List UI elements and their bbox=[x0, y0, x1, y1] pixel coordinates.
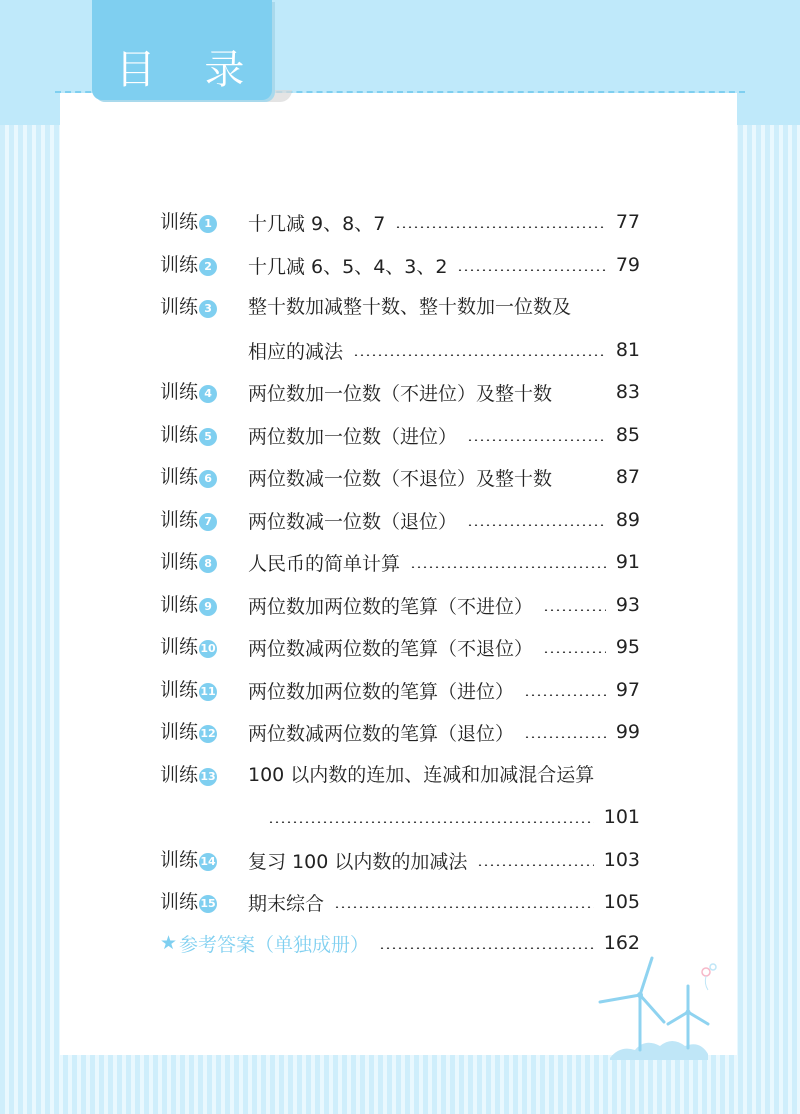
toc-page: 91 bbox=[615, 551, 640, 573]
leader-dots bbox=[395, 226, 606, 228]
toc-row[interactable] bbox=[0, 420, 800, 450]
toc-title: 复习 100 以内数的加减法 bbox=[248, 850, 468, 873]
number-badge: 15 bbox=[199, 895, 217, 913]
toc-row-continued[interactable] bbox=[0, 802, 800, 832]
page-title: 目 录 bbox=[115, 47, 263, 93]
toc-entry bbox=[248, 845, 640, 875]
number-badge: 4 bbox=[199, 385, 217, 403]
number-badge: 10 bbox=[199, 640, 217, 658]
toc-page: 93 bbox=[615, 594, 640, 616]
toc-prefix: 训练 10 bbox=[160, 636, 216, 658]
toc-page: 81 bbox=[615, 339, 640, 361]
toc-row[interactable] bbox=[0, 462, 800, 492]
toc-row[interactable] bbox=[0, 292, 800, 322]
toc-page: 95 bbox=[615, 636, 640, 658]
toc-page: 103 bbox=[603, 849, 640, 871]
toc-prefix: 训练 8 bbox=[160, 547, 217, 577]
number-badge: 14 bbox=[199, 853, 217, 871]
toc-page: 105 bbox=[603, 891, 640, 913]
toc-prefix: 训练 7 bbox=[160, 505, 217, 535]
toc-prefix: 训练 11 bbox=[160, 679, 216, 701]
toc-page: 87 bbox=[615, 466, 640, 488]
toc-row[interactable] bbox=[0, 887, 800, 917]
answers-title: 参考答案（单独成册） bbox=[179, 933, 370, 956]
toc-row[interactable] bbox=[0, 250, 800, 280]
toc-title: 两位数加两位数的笔算（不进位） bbox=[248, 595, 534, 618]
toc-title: 两位数减一位数（退位） bbox=[248, 510, 458, 533]
toc-entry bbox=[248, 335, 640, 365]
toc-page: 77 bbox=[615, 211, 640, 233]
toc-prefix: 训练 3 bbox=[160, 292, 217, 322]
number-badge: 7 bbox=[199, 513, 217, 531]
toc-prefix: 训练 5 bbox=[160, 420, 217, 450]
answers-row[interactable] bbox=[160, 928, 640, 958]
toc-prefix: 训练 13 bbox=[160, 764, 216, 786]
toc-row[interactable] bbox=[0, 377, 800, 407]
toc-row[interactable] bbox=[0, 505, 800, 535]
leader-dots bbox=[562, 481, 606, 483]
toc-row[interactable] bbox=[0, 632, 800, 662]
leader-dots bbox=[353, 354, 606, 356]
number-badge: 11 bbox=[199, 683, 217, 701]
toc-title: 十几减 6、5、4、3、2 bbox=[248, 255, 448, 278]
toc-entry bbox=[248, 802, 640, 832]
toc-prefix: 训练 9 bbox=[160, 590, 217, 620]
toc-title: 两位数加一位数（不进位）及整十数 bbox=[248, 382, 553, 405]
toc-entry bbox=[248, 887, 640, 917]
toc-title: 期末综合 bbox=[248, 892, 325, 915]
toc-row[interactable] bbox=[0, 207, 800, 237]
toc-entry bbox=[248, 250, 640, 280]
toc-entry bbox=[248, 420, 640, 450]
toc-entry bbox=[248, 590, 640, 620]
toc-entry bbox=[248, 462, 640, 492]
toc-prefix: 训练 15 bbox=[160, 891, 216, 913]
toc-page: 83 bbox=[615, 381, 640, 403]
toc-prefix: 训练 12 bbox=[160, 721, 216, 743]
toc-row[interactable] bbox=[0, 675, 800, 705]
answers-page: 162 bbox=[603, 932, 640, 954]
leader-dots bbox=[543, 609, 606, 611]
toc-title: 整十数加减整十数、整十数加一位数及 bbox=[248, 296, 572, 318]
toc-title: 100 以内数的连加、连减和加减混合运算 bbox=[248, 764, 595, 786]
leader-dots bbox=[467, 524, 606, 526]
toc-page: 99 bbox=[615, 721, 640, 743]
leader-dots bbox=[543, 651, 606, 653]
leader-dots bbox=[562, 396, 606, 398]
star-icon: ★ bbox=[160, 932, 178, 954]
toc-row[interactable] bbox=[0, 547, 800, 577]
toc-page: 89 bbox=[615, 509, 640, 531]
title-tab bbox=[92, 0, 272, 100]
toc-title: 两位数减两位数的笔算（不退位） bbox=[248, 637, 534, 660]
toc-row[interactable] bbox=[0, 590, 800, 620]
toc-entry bbox=[248, 717, 640, 747]
toc-prefix: 训练 14 bbox=[160, 849, 216, 871]
number-badge: 12 bbox=[199, 725, 217, 743]
number-badge: 2 bbox=[199, 258, 217, 276]
number-badge: 3 bbox=[199, 300, 217, 318]
toc-title: 两位数加一位数（进位） bbox=[248, 425, 458, 448]
toc-prefix: 训练 4 bbox=[160, 377, 217, 407]
leader-dots bbox=[457, 269, 605, 271]
leader-dots bbox=[379, 947, 594, 949]
toc-page: 85 bbox=[615, 424, 640, 446]
number-badge: 9 bbox=[199, 598, 217, 616]
leader-dots bbox=[524, 736, 606, 738]
toc-page: 79 bbox=[615, 254, 640, 276]
leader-dots bbox=[524, 694, 606, 696]
toc-title: 两位数减两位数的笔算（退位） bbox=[248, 722, 515, 745]
leader-dots bbox=[410, 566, 606, 568]
leader-dots bbox=[334, 906, 594, 908]
toc-title: 两位数减一位数（不退位）及整十数 bbox=[248, 467, 553, 490]
toc-title: 两位数加两位数的笔算（进位） bbox=[248, 680, 515, 703]
number-badge: 13 bbox=[199, 768, 217, 786]
number-badge: 8 bbox=[199, 555, 217, 573]
toc-entry bbox=[248, 675, 640, 705]
toc-entry bbox=[248, 207, 640, 237]
toc-entry bbox=[248, 377, 640, 407]
leader-dots bbox=[268, 821, 594, 823]
toc-title-cont: 相应的减法 bbox=[248, 340, 344, 363]
toc-page: 101 bbox=[603, 806, 640, 828]
toc-prefix: 训练 1 bbox=[160, 207, 217, 237]
number-badge: 5 bbox=[199, 428, 217, 446]
toc-title: 人民币的简单计算 bbox=[248, 552, 401, 575]
toc-entry bbox=[248, 632, 640, 662]
toc-entry bbox=[248, 547, 640, 577]
leader-dots bbox=[467, 439, 606, 441]
toc-prefix: 训练 6 bbox=[160, 462, 217, 492]
toc-row-continued[interactable] bbox=[0, 335, 800, 365]
wind-turbine-icon bbox=[590, 950, 740, 1060]
leader-dots bbox=[477, 864, 593, 866]
toc-row[interactable] bbox=[0, 717, 800, 747]
toc-title: 十几减 9、8、7 bbox=[248, 212, 386, 235]
toc-page: 97 bbox=[615, 679, 640, 701]
toc-row[interactable] bbox=[0, 760, 800, 790]
number-badge: 1 bbox=[199, 215, 217, 233]
number-badge: 6 bbox=[199, 470, 217, 488]
toc-row[interactable] bbox=[0, 845, 800, 875]
toc-entry bbox=[248, 505, 640, 535]
toc-prefix: 训练 2 bbox=[160, 250, 217, 280]
